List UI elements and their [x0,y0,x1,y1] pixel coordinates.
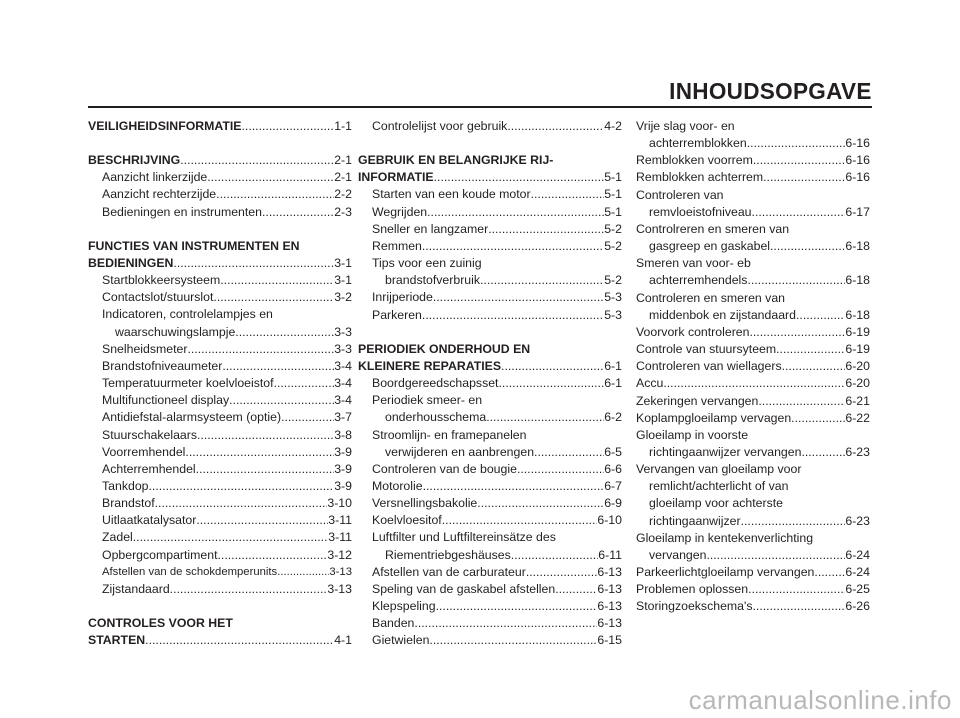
dot-leader [414,615,597,632]
toc-entry-text: Remmen [372,238,422,253]
toc-section-heading[interactable] [358,341,622,375]
toc-entry[interactable] [88,306,352,340]
toc-page-number: 1-1 [334,119,352,133]
dot-leader [429,632,597,649]
toc-page-number: 3-4 [334,376,352,391]
toc-entry-text: middenbok en zijstandaard [649,307,796,322]
toc-entry[interactable] [636,358,870,375]
toc-page-number: 6-18 [845,273,870,288]
toc-entry[interactable] [88,186,352,203]
toc-entry-text: Vervangen van gloeilamp voor [636,462,802,477]
dot-leader [534,444,604,461]
toc-entry[interactable] [88,272,352,289]
toc-entry-text: Aanzicht linkerzijde [102,170,208,185]
toc-entry-text: Tankdop [102,478,149,493]
toc-entry[interactable] [636,375,870,392]
toc-entry[interactable] [636,187,870,221]
toc-page-number: 6-11 [598,547,622,562]
dot-leader [801,444,845,461]
toc-entry[interactable] [636,290,870,324]
toc-entry[interactable] [358,392,622,426]
toc-entry-text: Starten van een koude motor [372,187,531,202]
toc-page-number: 6-6 [604,461,622,476]
toc-page-number: 6-20 [845,376,870,391]
section-gap [88,598,352,615]
dot-leader [531,186,605,203]
dot-leader [173,255,334,272]
toc-page-number: 3-3 [334,324,352,339]
toc-section-heading[interactable] [88,118,352,135]
toc-entry[interactable] [88,204,352,221]
dot-leader [277,564,329,581]
section-gap [358,324,622,341]
dot-leader [749,324,845,341]
toc-entry-text: Uitlaatkatalysator [102,513,197,528]
watermark: carmanualsonline.info [688,685,952,715]
dot-leader [748,581,845,598]
toc-entry[interactable] [636,118,870,152]
toc-page-number: 4-2 [604,119,622,133]
toc-entry-text: Tips voor een zuinig [372,256,482,271]
dot-leader [758,393,845,410]
toc-entry-text: Aanzicht rechterzijde [102,187,217,202]
toc-entry[interactable] [358,495,622,512]
dot-leader [262,204,334,221]
toc-entry-text: gloeilamp voor achterste [649,496,783,511]
toc-entry[interactable] [358,615,622,632]
toc-entry-text: Luftfilter und Luftfiltereinsätze des [372,530,556,545]
toc-page-number: 6-26 [845,599,870,614]
toc-entry[interactable] [358,427,622,461]
toc-page-number: 3-11 [328,530,352,545]
toc-page-number: 3-10 [327,496,352,511]
dot-leader [555,581,597,598]
toc-entry-text: Parkeren [372,307,422,322]
toc-entry[interactable] [358,204,622,221]
toc-entry-text: GEBRUIK EN BELANGRIJKE RIJ- [358,153,554,168]
toc-page-number: 3-9 [334,478,352,493]
toc-entry[interactable] [358,632,622,649]
toc-entry-text: Stuurschakelaars [102,427,198,442]
toc-entry[interactable] [636,461,870,530]
toc-entry-text: Stroomlijn- en framepanelen [372,427,527,442]
dot-leader [218,547,328,564]
toc-entry-text: Antidiefstal-alarmsysteem (optie) [102,410,282,425]
section-gap [88,221,352,238]
toc-entry-text: Problemen oplossen [636,582,749,597]
toc-page-number: 5-1 [604,187,622,202]
toc-page-number: 6-1 [604,376,622,391]
toc-entry[interactable] [88,444,352,461]
dot-leader [274,375,335,392]
toc-entry-text: Afstellen van de schokdemperunits [102,565,278,578]
toc-page-number: 3-3 [334,341,352,356]
toc-entry-text: Contactslot/stuurslot [102,290,214,305]
toc-entry-text: Parkeerlichtgloeilamp vervangen [636,565,815,580]
toc-entry[interactable] [358,598,622,615]
dot-leader [747,135,846,152]
toc-entry-text: KLEINERE REPARATIES [358,358,502,373]
dot-leader [776,341,845,358]
toc-entry-text: Controleren en smeren van [636,290,786,305]
dot-leader [501,358,604,375]
toc-entry-text: VEILIGHEIDSINFORMATIE [88,119,242,133]
toc-page-number: 6-23 [845,513,870,528]
dot-leader [763,169,845,186]
dot-leader [747,272,845,289]
dot-leader [526,564,598,581]
toc-page-number: 6-21 [845,393,870,408]
dot-leader [753,598,846,615]
toc-page-number: 5-3 [604,290,622,305]
toc-entry-text: richtingaanwijzer vervangen [649,444,802,459]
toc-entry-text: vervangen [649,547,707,562]
dot-leader [196,512,328,529]
toc-entry-text: Indicatoren, controlelampjes en [102,307,273,322]
toc-entry[interactable] [636,324,870,341]
dot-leader [229,392,334,409]
toc-entry-text: Motorolie [372,478,423,493]
toc-entry-text: Brandstofniveaumeter [102,358,223,373]
toc-entry-text: Remblokken achterrem [636,170,764,185]
toc-entry[interactable] [358,564,622,581]
toc-entry-text: Zadel [102,530,133,545]
dot-leader [770,238,845,255]
toc-entry[interactable] [358,512,622,529]
toc-entry-text: Opbergcompartiment [102,547,218,562]
toc-page-number: 6-20 [845,359,870,374]
toc-entry[interactable] [358,289,622,306]
toc-entry-text: Smeren van voor- eb [636,256,751,271]
toc-entry[interactable] [636,221,870,255]
toc-page-number: 4-1 [334,633,352,648]
dot-leader [752,204,846,221]
dot-leader [423,478,605,495]
toc-page-number: 3-11 [328,513,352,528]
toc-entry-text: Voorvork controleren [636,324,750,339]
toc-entry[interactable] [88,461,352,478]
toc-page-number: 6-25 [845,582,870,597]
toc-page-number: 5-1 [604,170,622,185]
toc-page-number: 6-1 [604,358,622,373]
toc-entry-text: Gloeilamp in voorste [636,427,749,442]
toc-entry-text: Koelvloesitof [372,513,442,528]
toc-entry-text: Periodiek smeer- en [372,393,483,408]
toc-entry-text: Sneller en langzamer [372,221,489,236]
toc-entry[interactable] [88,478,352,495]
toc-page-number: 6-13 [597,599,622,614]
toc-entry-text: Riementriebgeshäuses [385,547,511,562]
dot-leader [814,564,845,581]
toc-entry[interactable] [636,427,870,461]
dot-leader [220,272,334,289]
dot-leader [796,307,845,324]
toc-entry[interactable] [636,598,870,615]
toc-page-number: 5-2 [604,273,622,288]
toc-entry-text: Wegrijden [372,204,428,219]
toc-page-number: 2-1 [334,170,352,185]
dot-leader [133,529,329,546]
toc-entry-text: BEDIENINGEN [88,255,174,270]
toc-entry[interactable] [358,307,622,324]
toc-entry[interactable] [358,581,622,598]
toc-page-number: 5-1 [604,204,622,219]
toc-entry-text: Controle van stuursyteem [636,342,777,357]
dot-leader [442,512,598,529]
toc-page-number: 3-8 [334,427,352,442]
dot-leader [187,341,334,358]
toc-entry[interactable] [636,410,870,427]
toc-column-3 [636,118,870,616]
toc-page-number: 6-19 [845,342,870,357]
dot-leader [477,495,604,512]
toc-entry-text: Storingzoekschema's [636,599,753,614]
toc-page-number: 6-13 [597,564,622,579]
dot-leader [782,358,846,375]
toc-entry-text: BESCHRIJVING [88,153,181,168]
toc-section-heading[interactable] [88,238,352,272]
toc-entry[interactable] [358,478,622,495]
toc-entry-text: Remblokken voorrem [636,153,753,168]
toc-entry-text: Controlreren en smeren van [636,221,790,236]
toc-entry-text: achterremhendels [649,273,748,288]
toc-section-heading[interactable] [358,152,622,186]
toc-page-number: 2-1 [334,153,352,168]
toc-entry[interactable] [88,581,352,598]
dot-leader [216,186,334,203]
toc-page-number: 3-2 [334,290,352,305]
toc-page-number: 6-22 [845,410,870,425]
toc-entry[interactable] [358,238,622,255]
toc-page-number: 5-2 [604,238,622,253]
toc-entry-text: remvloeistofniveau [649,204,752,219]
toc-entry-text: richtingaanwijzer [649,513,741,528]
toc-column-2 [358,118,622,650]
toc-entry-text: INFORMATIE [358,170,434,185]
toc-page-number: 6-13 [597,616,622,631]
toc-entry[interactable] [88,409,352,426]
toc-entry[interactable] [88,427,352,444]
dot-leader [433,289,604,306]
toc-column-1 [88,118,352,649]
toc-page-number: 2-3 [334,204,352,219]
toc-entry[interactable] [636,152,870,169]
dot-leader [753,152,846,169]
toc-entry-text: remlicht/achterlicht of van [649,479,789,494]
toc-page-number: 6-18 [845,307,870,322]
dot-leader [488,221,604,238]
toc-entry-text: Vrije slag voor- en [636,119,735,133]
dot-leader [185,444,334,461]
toc-entry[interactable] [88,529,352,546]
toc-entry[interactable] [88,512,352,529]
toc-entry[interactable] [358,186,622,203]
toc-entry-text: Gietwielen [372,633,430,648]
toc-page-number: 6-16 [845,136,870,151]
toc-entry[interactable] [88,169,352,186]
toc-entry-text: Controlelijst voor gebruik [372,119,508,133]
toc-page-number: 3-4 [334,358,352,373]
toc-page-number: 5-3 [604,307,622,322]
toc-entry-text: onderhousschema [385,410,487,425]
toc-entry-text: Accu [636,376,664,391]
toc-entry[interactable] [636,341,870,358]
dot-leader [149,478,335,495]
toc-entry-text: Controleren van de bougie [372,461,517,476]
toc-entry-text: CONTROLES VOOR HET [88,616,233,631]
toc-page-number: 3-4 [334,393,352,408]
dot-leader [427,204,604,221]
toc-entry[interactable] [88,495,352,512]
dot-leader [511,547,599,564]
dot-leader [170,581,328,598]
toc-entry[interactable] [358,118,622,135]
toc-page-number: 6-16 [845,170,870,185]
toc-entry-text: Controleren van [636,187,724,202]
toc-entry[interactable] [88,547,352,564]
toc-entry-text: brandstofverbruik [385,273,481,288]
toc-entry[interactable] [358,529,622,563]
toc-entry[interactable] [88,564,352,581]
dot-leader [498,375,604,392]
dot-leader [706,547,845,564]
page-title: INHOUDSOPGAVE [669,78,872,104]
toc-entry[interactable] [88,358,352,375]
dot-leader [486,409,604,426]
section-gap [358,135,622,152]
toc-page-number: 6-9 [604,496,622,511]
toc-entry-text: waarschuwingslampje [115,324,236,339]
toc-page-number: 6-5 [604,444,622,459]
toc-page-number: 6-17 [845,204,870,219]
toc-page-number: 2-2 [334,187,352,202]
dot-leader [180,152,334,169]
toc-entry-text: Speling van de gaskabel afstellen [372,581,556,596]
toc-section-heading[interactable] [88,152,352,169]
toc-entry-text: Inrijperiode [372,290,433,305]
dot-leader [422,238,604,255]
toc-entry[interactable] [358,375,622,392]
toc-entry[interactable] [88,341,352,358]
toc-entry-text: Afstellen van de carburateur [372,564,526,579]
toc-page-number: 5-2 [604,221,622,236]
toc-page-number: 3-12 [327,547,352,562]
dot-leader [207,169,334,186]
toc-entry-text: FUNCTIES VAN INSTRUMENTEN EN [88,238,300,253]
dot-leader [281,409,334,426]
toc-entry-text: Multifunctioneel display [102,393,230,408]
toc-entry[interactable] [88,375,352,392]
toc-entry[interactable] [636,564,870,581]
toc-entry[interactable] [88,289,352,306]
dot-leader [480,272,604,289]
toc-entry[interactable] [636,255,870,289]
toc-entry[interactable] [636,393,870,410]
dot-leader [507,118,604,135]
toc-entry-text: gasgreep en gaskabel [649,239,771,254]
toc-entry[interactable] [358,461,622,478]
dot-leader [213,289,334,306]
dot-leader [517,461,604,478]
toc-entry-text: Boordgereedschapsset [372,376,499,391]
dot-leader [434,169,605,186]
toc-entry[interactable] [88,392,352,409]
toc-entry-text: Gloeilamp in kentekenverlichting [636,530,814,545]
toc-page-number: 3-1 [334,273,352,288]
toc-page-number: 6-7 [604,478,622,493]
toc-page-number: 6-2 [604,410,622,425]
dot-leader [196,461,335,478]
toc-entry-text: Voorremhendel [102,444,186,459]
dot-leader [155,495,328,512]
toc-entry-text: Controleren van wiellagers [636,359,782,374]
dot-leader [422,307,604,324]
toc-page-number: 6-18 [845,239,870,254]
toc-page-number: 3-1 [334,255,352,270]
toc-page-number: 3-9 [334,461,352,476]
toc-entry-text: Koplampgloeilamp vervagen [636,410,792,425]
toc-entry-text: achterremblokken [649,136,747,151]
toc-page-number: 6-24 [845,547,870,562]
toc-page-number: 3-13 [329,565,352,578]
dot-leader [197,427,334,444]
toc-page-number: 3-9 [334,444,352,459]
toc-page-number: 3-7 [334,410,352,425]
dot-leader [235,324,334,341]
toc-page-number: 6-13 [597,581,622,596]
toc-page-number: 6-24 [845,565,870,580]
toc-entry-text: Zijstandaard [102,581,170,596]
toc-entry-text: PERIODIEK ONDERHOUD EN [358,341,531,356]
toc-entry-text: Temperatuurmeter koelvloeistof [102,376,274,391]
section-gap [88,135,352,152]
dot-leader [741,513,846,530]
toc-entry-text: Bedieningen en instrumenten [102,204,262,219]
toc-page-number: 6-10 [597,513,622,528]
toc-entry-text: STARTEN [88,633,146,648]
toc-page-number: 6-23 [845,444,870,459]
toc-page-number: 6-19 [845,324,870,339]
title-rule [88,106,872,108]
dot-leader [222,358,334,375]
toc-entry-text: Snelheidsmeter [102,341,188,356]
toc-page-number: 6-16 [845,153,870,168]
toc-entry-text: Startblokkeersysteem [102,273,221,288]
toc-entry-text: Achterremhendel [102,461,196,476]
dot-leader [436,598,598,615]
toc-page-number: 6-15 [597,633,622,648]
toc-entry-text: Versnellingsbakolie [372,496,478,511]
toc-entry[interactable] [358,221,622,238]
toc-page-number: 3-13 [327,581,352,596]
toc-entry[interactable] [636,581,870,598]
toc-entry-text: Brandstof [102,496,155,511]
toc-entry-text: Klepspeling [372,599,436,614]
toc-entry[interactable] [636,530,870,564]
dot-leader [145,632,334,649]
dot-leader [791,410,845,427]
toc-entry-text: verwijderen en aanbrengen [385,444,535,459]
toc-entry-text: Zekeringen vervangen [636,393,759,408]
toc-entry[interactable] [358,255,622,289]
dot-leader [242,118,335,135]
toc-entry[interactable] [636,169,870,186]
dot-leader [663,375,845,392]
toc-section-heading[interactable] [88,615,352,649]
toc-entry-text: Banden [372,616,415,631]
